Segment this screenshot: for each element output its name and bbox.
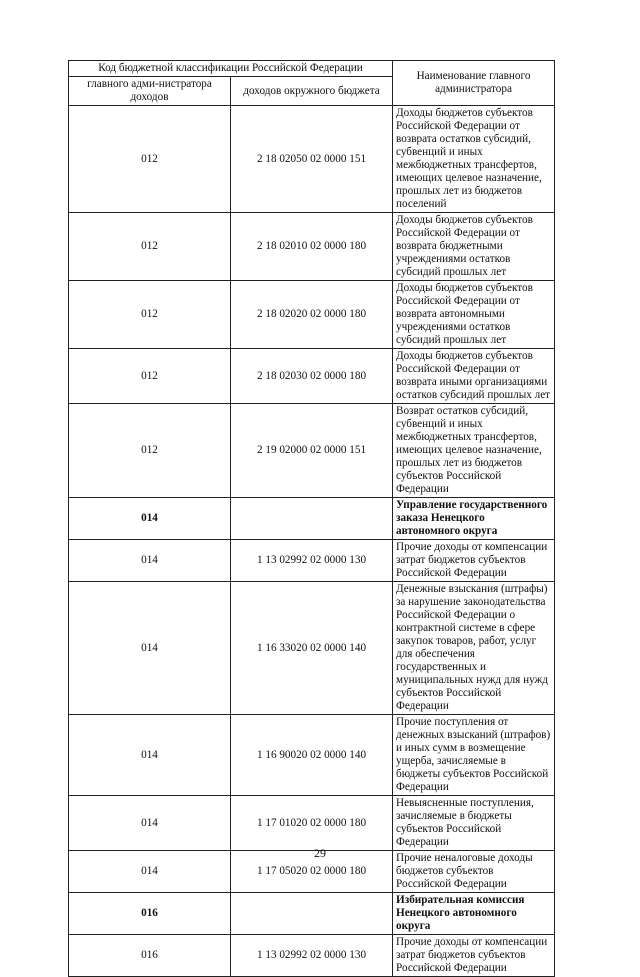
table-row <box>69 498 555 540</box>
administrator-name-cell: Прочие поступления от денежных взысканий (штрафов) и иных сумм в возмещение ущерба, зачисляемые в бюджеты субъектов Российской Федерации <box>393 715 555 796</box>
admin-code-cell: 016 <box>69 935 231 977</box>
admin-code-cell: 012 <box>69 213 231 281</box>
table-row <box>69 893 555 935</box>
admin-code-cell: 012 <box>69 106 231 213</box>
admin-code-cell: 014 <box>69 540 231 582</box>
admin-code-cell: 014 <box>69 796 231 851</box>
administrator-name-cell: Невыясненные поступления, зачисляемые в бюджеты субъектов Российской Федерации <box>393 796 555 851</box>
table-row <box>69 935 555 977</box>
table-row <box>69 106 555 213</box>
admin-code-cell: 014 <box>69 851 231 893</box>
page-number: 29 <box>314 846 326 860</box>
table-row <box>69 715 555 796</box>
table-row <box>69 404 555 498</box>
administrator-name-cell: Прочие доходы от компенсации затрат бюджетов субъектов Российской Федерации <box>393 935 555 977</box>
income-code-cell: 2 18 02010 02 0000 180 <box>231 213 393 281</box>
table-row <box>69 281 555 349</box>
table-row <box>69 213 555 281</box>
header-chief-administrator: главного адми-нистратора доходов <box>69 77 231 106</box>
header-administrator-name: Наименование главного администратора <box>393 61 555 106</box>
administrator-name-cell: Прочие доходы от компенсации затрат бюджетов субъектов Российской Федерации <box>393 540 555 582</box>
budget-classification-table <box>68 60 555 977</box>
administrator-name-cell: Доходы бюджетов субъектов Российской Федерации от возврата автономными учреждениями остатков субсидий прошлых лет <box>393 281 555 349</box>
table-row <box>69 582 555 715</box>
admin-code-cell: 014 <box>69 715 231 796</box>
table-row <box>69 796 555 851</box>
admin-code-cell: 012 <box>69 404 231 498</box>
income-code-cell: 2 18 02050 02 0000 151 <box>231 106 393 213</box>
admin-code-cell: 014 <box>69 498 231 540</box>
income-code-cell: 1 17 05020 02 0000 180 <box>231 851 393 893</box>
administrator-name-cell: Возврат остатков субсидий, субвенций и иных межбюджетных трансфертов, имеющих целевое назначение, прошлых лет из бюджетов субъектов Российской Федерации <box>393 404 555 498</box>
header-budget-code-group: Код бюджетной классификации Российской Федерации <box>69 61 393 77</box>
income-code-cell: 2 19 02000 02 0000 151 <box>231 404 393 498</box>
administrator-name-cell: Денежные взыскания (штрафы) за нарушение законодательства Российской Федерации о контрактной системе в сфере закупок товаров, работ, услуг для обеспечения государственных и муниципальных нужд для нужд субъектов Российской Федерации <box>393 582 555 715</box>
income-code-cell: 2 18 02030 02 0000 180 <box>231 349 393 404</box>
header-district-income: доходов окружного бюджета <box>231 77 393 106</box>
admin-code-cell: 012 <box>69 349 231 404</box>
income-code-cell <box>231 893 393 935</box>
admin-code-cell: 014 <box>69 582 231 715</box>
administrator-name-cell: Прочие неналоговые доходы бюджетов субъектов Российской Федерации <box>393 851 555 893</box>
income-code-cell <box>231 498 393 540</box>
administrator-name-cell: Доходы бюджетов субъектов Российской Федерации от возврата остатков субсидий, субвенций и иных межбюджетных трансфертов, имеющих целевое назначение, прошлых лет из бюджетов поселений <box>393 106 555 213</box>
admin-code-cell: 016 <box>69 893 231 935</box>
administrator-name-cell: Управление государственного заказа Ненецкого автономного округа <box>393 498 555 540</box>
table-row <box>69 349 555 404</box>
income-code-cell: 1 13 02992 02 0000 130 <box>231 540 393 582</box>
income-code-cell: 2 18 02020 02 0000 180 <box>231 281 393 349</box>
table-row <box>69 540 555 582</box>
admin-code-cell: 012 <box>69 281 231 349</box>
income-code-cell: 1 17 01020 02 0000 180 <box>231 796 393 851</box>
income-code-cell: 1 16 33020 02 0000 140 <box>231 582 393 715</box>
administrator-name-cell: Избирательная комиссия Ненецкого автономного округа <box>393 893 555 935</box>
administrator-name-cell: Доходы бюджетов субъектов Российской Федерации от возврата бюджетными учреждениями остатков субсидий прошлых лет <box>393 213 555 281</box>
administrator-name-cell: Доходы бюджетов субъектов Российской Федерации от возврата иными организациями остатков субсидий прошлых лет <box>393 349 555 404</box>
income-code-cell: 1 13 02992 02 0000 130 <box>231 935 393 977</box>
income-code-cell: 1 16 90020 02 0000 140 <box>231 715 393 796</box>
